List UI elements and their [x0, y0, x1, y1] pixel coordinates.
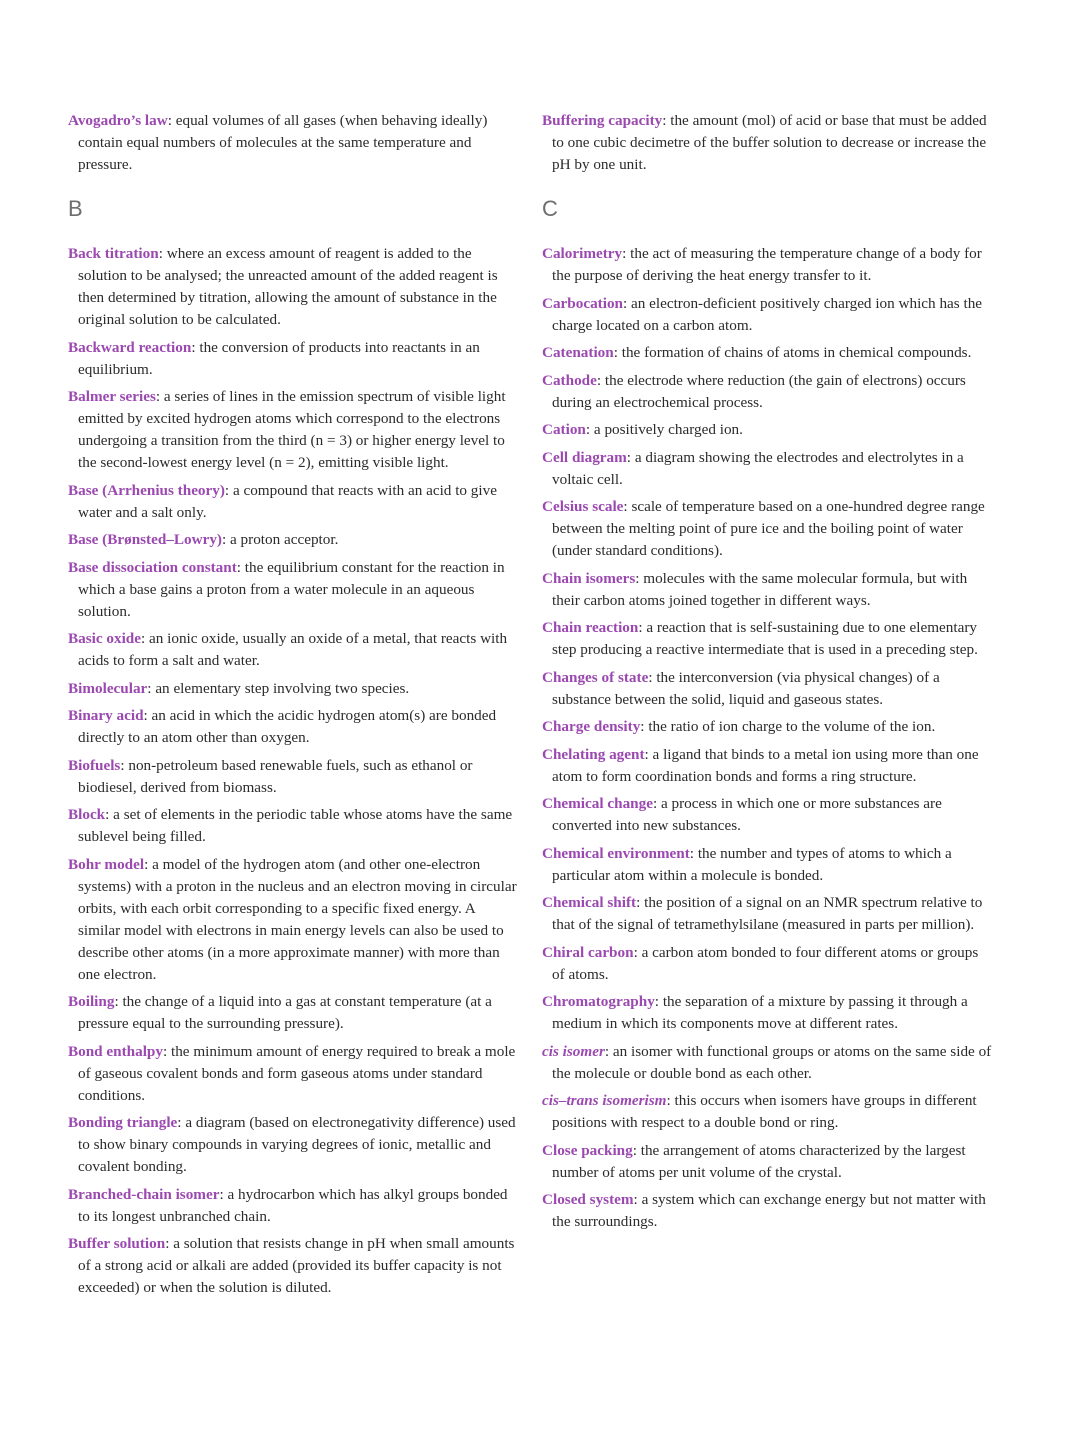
glossary-term: cis isomer: [542, 1042, 605, 1060]
glossary-definition: : a model of the hydrogen atom (and other one-electron systems) with a proton in the nucleus and an electron moving in circular orbits, with each orbit corresponding to a specific fixed energy. A similar model with electrons in main energy levels can also be used to describe other atoms (in a more approximate manner) with more than one electron.: [78, 855, 517, 983]
glossary-entry: [68, 854, 520, 986]
glossary-term: Back titration: [68, 245, 159, 262]
glossary-term: Bohr model: [68, 855, 145, 873]
glossary-definition: : the separation of a mixture by passing it through a medium in which its components move at different rates.: [552, 993, 968, 1032]
glossary-column-right: [542, 110, 994, 1239]
glossary-entry: [542, 1189, 994, 1233]
intro-entries-right: [542, 110, 994, 176]
glossary-definition: : the arrangement of atoms characterized by the largest number of atoms per unit volume of the crystal.: [552, 1141, 966, 1181]
glossary-definition: : a diagram showing the electrodes and electrolytes in a voltaic cell.: [552, 448, 964, 488]
glossary-entry: [68, 480, 520, 524]
glossary-entry: [542, 942, 994, 986]
glossary-definition: : scale of temperature based on a one-hundred degree range between the melting point of pure ice and the boiling point of water (under standard conditions).: [552, 498, 985, 559]
section-letter-c: C: [542, 196, 558, 221]
glossary-entry: [68, 337, 520, 381]
glossary-entry: [542, 716, 994, 738]
glossary-term: Bonding triangle: [68, 1114, 178, 1131]
glossary-definition: : the number and types of atoms to which a particular atom within a molecule is bonded.: [552, 844, 952, 884]
glossary-term: Buffering capacity: [542, 112, 663, 129]
glossary-entry: [68, 1184, 520, 1228]
glossary-definition: : a reaction that is self-sustaining due to one elementary step producing a reactive intermediate that is used in a preceding step.: [552, 619, 978, 658]
glossary-entry: [68, 628, 520, 672]
glossary-entry: [542, 243, 994, 287]
glossary-term: Base (Arrhenius theory): [68, 481, 225, 499]
glossary-column-left: [68, 110, 520, 1305]
glossary-entry: [68, 678, 520, 700]
glossary-definition: : a solution that resists change in pH when small amounts of a strong acid or alkali are added (provided its buffer capacity is not exceeded) or when the solution is diluted.: [78, 1235, 515, 1296]
glossary-term: Chain reaction: [542, 619, 639, 636]
glossary-definition: : where an excess amount of reagent is added to the solution to be analysed; the unreacted amount of the added reagent is then determined by titration, allowing the amount of substance in the original solution to be calculated.: [78, 245, 498, 328]
glossary-term: Close packing: [542, 1141, 633, 1159]
glossary-definition: : an acid in which the acidic hydrogen atom(s) are bonded directly to an atom other than oxygen.: [78, 707, 497, 746]
glossary-definition: : a process in which one or more substances are converted into new substances.: [552, 795, 942, 834]
glossary-entry: [68, 804, 520, 848]
glossary-entry: [68, 991, 520, 1035]
glossary-definition: : a carbon atom bonded to four different atoms or groups of atoms.: [552, 943, 979, 983]
glossary-entry: [68, 1233, 520, 1299]
glossary-definition: : an electron-deficient positively charged ion which has the charge located on a carbon atom.: [552, 294, 983, 334]
glossary-term: Avogadro’s law: [68, 112, 168, 129]
glossary-term: Cathode: [542, 371, 597, 389]
glossary-definition: : the change of a liquid into a gas at constant temperature (at a pressure equal to the surrounding pressure).: [78, 993, 492, 1032]
glossary-definition: : a ligand that binds to a metal ion using more than one atom to form coordination bonds and forms a ring structure.: [552, 745, 979, 785]
glossary-definition: : a series of lines in the emission spectrum of visible light emitted by excited hydrogen atoms which correspond to the electrons undergoing a transition from the third (n = 3) or higher energy level to the second-lowest energy level (n = 2), emitting visible light.: [78, 388, 506, 471]
glossary-definition: : a set of elements in the periodic table whose atoms have the same sublevel being filled.: [78, 806, 513, 845]
glossary-definition: : a diagram (based on electronegativity difference) used to show binary compounds in varying degrees of ionic, metallic and covalent bonding.: [78, 1114, 516, 1175]
glossary-definition: : an ionic oxide, usually an oxide of a metal, that reacts with acids to form a salt and water.: [78, 630, 508, 669]
glossary-definition: : the conversion of products into reactants in an equilibrium.: [78, 338, 480, 378]
glossary-entry: [542, 991, 994, 1035]
glossary-entry: [68, 243, 520, 331]
glossary-term: Chemical shift: [542, 894, 637, 911]
glossary-entry: [68, 1041, 520, 1107]
glossary-term: Buffer solution: [68, 1235, 166, 1252]
glossary-definition: : the minimum amount of energy required to break a mole of gaseous covalent bonds and form gaseous atoms under standard conditions.: [78, 1042, 516, 1104]
glossary-term: Chain isomers: [542, 569, 636, 587]
entries-right: [542, 243, 994, 1233]
glossary-definition: : the amount (mol) of acid or base that must be added to one cubic decimetre of the buffer solution to decrease or increase the pH by one unit.: [552, 112, 987, 173]
glossary-definition: : a compound that reacts with an acid to give water and a salt only.: [78, 481, 497, 521]
glossary-entry: [542, 1041, 994, 1085]
glossary-definition: : an isomer with functional groups or atoms on the same side of the molecule or double bond as each other.: [552, 1042, 992, 1082]
glossary-term: Biofuels: [68, 756, 121, 774]
glossary-term: Backward reaction: [68, 338, 192, 356]
glossary-term: Base (Brønsted–Lowry): [68, 531, 222, 548]
glossary-definition: : a system which can exchange energy but not matter with the surroundings.: [552, 1191, 986, 1230]
glossary-entry: [68, 705, 520, 749]
glossary-entry: [542, 617, 994, 661]
glossary-term: Celsius scale: [542, 498, 624, 515]
glossary-entry: [542, 293, 994, 337]
glossary-term: Chemical change: [542, 795, 653, 812]
section-letter-b: B: [68, 196, 83, 221]
glossary-term: Carbocation: [542, 294, 623, 312]
glossary-term: Base dissociation constant: [68, 558, 237, 576]
glossary-entry: [68, 110, 520, 176]
glossary-term: Chemical environment: [542, 844, 690, 862]
glossary-term: Chelating agent: [542, 745, 645, 763]
glossary-term: Bimolecular: [68, 679, 148, 697]
glossary-term: Binary acid: [68, 707, 144, 724]
glossary-term: Block: [68, 806, 106, 823]
glossary-definition: : this occurs when isomers have groups in different positions with respect to a double bond or ring.: [552, 1092, 977, 1131]
glossary-term: Chromatography: [542, 993, 655, 1010]
glossary-definition: : an elementary step involving two species.: [147, 679, 410, 697]
intro-entries-left: [68, 110, 520, 176]
glossary-term: Branched-chain isomer: [68, 1185, 220, 1203]
glossary-entry: [68, 557, 520, 623]
glossary-term: cis–trans isomerism: [542, 1092, 667, 1109]
glossary-term: Cation: [542, 421, 586, 438]
glossary-term: Cell diagram: [542, 448, 627, 466]
glossary-entry: [542, 892, 994, 936]
glossary-definition: : a proton acceptor.: [221, 531, 339, 548]
glossary-term: Catenation: [542, 344, 614, 361]
glossary-definition: : the equilibrium constant for the reaction in which a base gains a proton from a water molecule in an aqueous solution.: [78, 558, 505, 620]
glossary-entry: [68, 529, 520, 551]
glossary-definition: : a positively charged ion.: [585, 421, 743, 438]
glossary-entry: [542, 843, 994, 887]
glossary-entry: [542, 496, 994, 562]
glossary-term: Boiling: [68, 993, 115, 1010]
glossary-term: Bond enthalpy: [68, 1042, 163, 1060]
glossary-entry: [68, 386, 520, 474]
glossary-entry: [542, 1090, 994, 1134]
glossary-entry: [542, 419, 994, 441]
glossary-definition: : the interconversion (via physical changes) of a substance between the solid, liquid and gaseous states.: [552, 668, 940, 708]
glossary-entry: [542, 110, 994, 176]
glossary-term: Calorimetry: [542, 245, 623, 262]
glossary-term: Chiral carbon: [542, 943, 634, 961]
glossary-definition: : non-petroleum based renewable fuels, such as ethanol or biodiesel, derived from biomass.: [78, 756, 473, 796]
glossary-entry: [542, 370, 994, 414]
glossary-entry: [542, 568, 994, 612]
glossary-entry: [68, 755, 520, 799]
entries-left: [68, 243, 520, 1299]
glossary-definition: : molecules with the same molecular formula, but with their carbon atoms joined together in different ways.: [552, 569, 968, 609]
glossary-definition: : the ratio of ion charge to the volume of the ion.: [640, 718, 936, 735]
glossary-term: Changes of state: [542, 668, 649, 686]
glossary-definition: : the act of measuring the temperature change of a body for the purpose of deriving the heat energy transfer to it.: [552, 245, 982, 284]
glossary-entry: [542, 447, 994, 491]
glossary-entry: [542, 793, 994, 837]
glossary-entry: [542, 667, 994, 711]
glossary-entry: [542, 1140, 994, 1184]
glossary-term: Balmer series: [68, 388, 156, 405]
glossary-definition: : a hydrocarbon which has alkyl groups bonded to its longest unbranched chain.: [78, 1185, 508, 1225]
glossary-definition: : the formation of chains of atoms in chemical compounds.: [613, 344, 972, 361]
glossary-definition: : the position of a signal on an NMR spectrum relative to that of the signal of tetramethylsilane (measured in parts per million).: [552, 894, 983, 933]
glossary-term: Charge density: [542, 718, 641, 735]
glossary-entry: [68, 1112, 520, 1178]
glossary-entry: [542, 744, 994, 788]
glossary-term: Basic oxide: [68, 630, 141, 647]
glossary-term: Closed system: [542, 1191, 634, 1208]
glossary-definition: : the electrode where reduction (the gain of electrons) occurs during an electrochemical process.: [552, 371, 966, 411]
glossary-entry: [542, 342, 994, 364]
glossary-definition: : equal volumes of all gases (when behaving ideally) contain equal numbers of molecules at the same temperature and pressure.: [78, 112, 488, 173]
